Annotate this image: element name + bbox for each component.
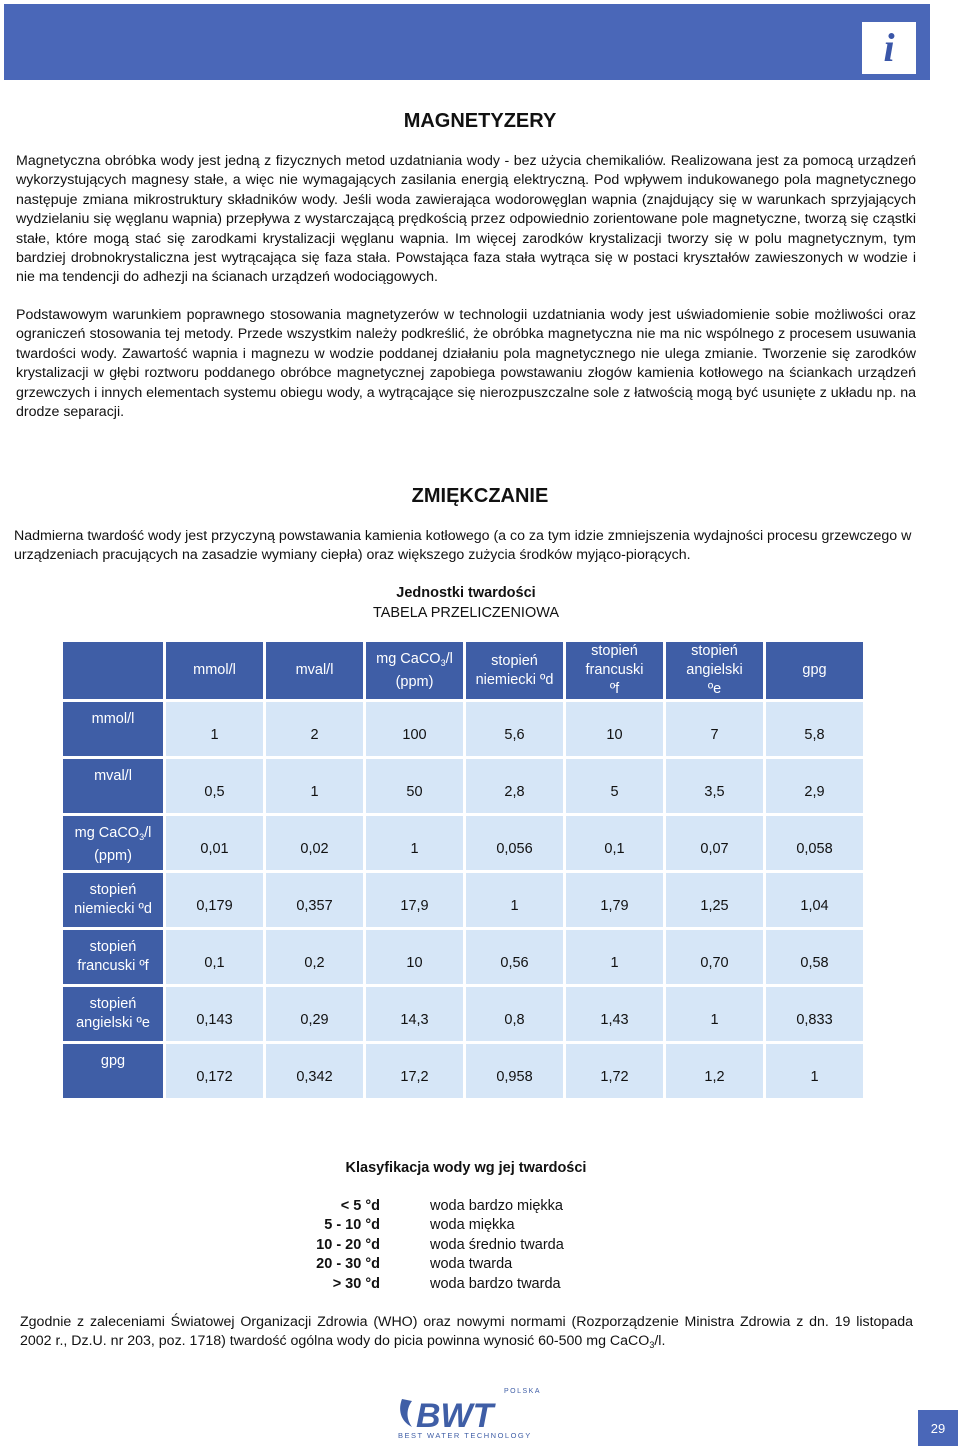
row-header-niemiecki: stopień niemiecki ºd (63, 873, 163, 927)
table-cell: 0,058 (766, 816, 863, 870)
col-header-niemiecki: stopień niemiecki ºd (466, 642, 563, 699)
table-cell: 17,9 (366, 873, 463, 927)
table-row (63, 816, 863, 870)
table-cell: 1 (266, 759, 363, 813)
zmiekczanie-paragraph: Nadmierna twardość wody jest przyczyną powstawania kamienia kotłowego (a co za tym idzie zmniejszenia wydajności procesu grzewczego w urządzeniach pracujących na zasadzie wymiany ciepła) oraz większego zużycia środków myjąco-piorących. (14, 528, 912, 564)
hardness-desc: woda bardzo twarda (430, 1275, 561, 1292)
table-cell: 7 (666, 702, 763, 756)
magnetyzery-paragraph-2: Podstawowym warunkiem poprawnego stosowania magnetyzerów w technologii uzdatniania wody jest uświadomienie sobie możliwości oraz ograniczeń stosowania tej metody. Przede wszystkim należy podkreślić, że obróbka magnetyczna nie ma nic wspólnego z procesem usuwania twardości wody. Zawartość wapnia i magnezu w wodzie poddanej działaniu pola magnetycznego nie ulega zmianie. Tworzenie się zarodków krystalizacji w głębi roztworu poddanego obróbce magnetycznej zapobiega powstawaniu złogów kamienia kotłowego na ściankach urządzeń grzewczych i innych elementach systemu obiegu wody, a wytrącające się nierozpuszczalne sole z łatwością mogą być usunięte z układu np. na drodze separacji. (16, 307, 916, 421)
table-cell: 0,958 (466, 1044, 563, 1098)
conversion-table (60, 639, 866, 1101)
table-cell: 17,2 (366, 1044, 463, 1098)
hardness-desc: woda średnio twarda (430, 1236, 564, 1253)
table-cell: 50 (366, 759, 463, 813)
hardness-range: < 5 °d (340, 1198, 380, 1214)
table-cell: 2,8 (466, 759, 563, 813)
table-cell: 10 (366, 930, 463, 984)
table-cell: 0,5 (166, 759, 263, 813)
col-header-mval: mval/l (266, 642, 363, 699)
top-banner (4, 4, 930, 80)
table-cell: 5,8 (766, 702, 863, 756)
row-header-mval: mval/l (63, 759, 163, 813)
table-cell: 0,179 (166, 873, 263, 927)
table-cell: 1,43 (566, 987, 663, 1041)
table-cell: 1,79 (566, 873, 663, 927)
table-cell: 0,1 (566, 816, 663, 870)
table-cell: 1 (566, 930, 663, 984)
table-cell: 0,02 (266, 816, 363, 870)
table-cell: 0,01 (166, 816, 263, 870)
table-cell: 0,143 (166, 987, 263, 1041)
row-header-francuski: stopień francuski ºf (63, 930, 163, 984)
table-cell: 0,56 (466, 930, 563, 984)
col-header-gpg: gpg (766, 642, 863, 699)
table-cell: 1 (166, 702, 263, 756)
list-item (0, 1217, 960, 1236)
table-row (63, 759, 863, 813)
col-header-francuski: stopień francuski ºf (566, 642, 663, 699)
who-note: Zgodnie z zaleceniami Światowej Organizacji Zdrowia (WHO) oraz nowymi normami (Rozporządzenie Ministra Zdrowia z dn. 19 listopada 2002 r., Dz.U. nr 203, poz. 1718) twardość ogólna wody do picia powinna wynosić 60-500 mg CaCO$_3$/l. (20, 1314, 913, 1351)
table-row (63, 930, 863, 984)
table-row (63, 987, 863, 1041)
col-header-caco3: mg CaCO$_3$/l (ppm) (366, 642, 463, 699)
table-subtitle: TABELA PRZELICZENIOWA (372, 605, 560, 621)
list-item (0, 1198, 960, 1217)
table-header-row (63, 642, 863, 699)
info-icon: i (862, 22, 916, 74)
table-cell: 1 (666, 987, 763, 1041)
table-cell: 0,58 (766, 930, 863, 984)
table-cell: 100 (366, 702, 463, 756)
table-cell: 1,72 (566, 1044, 663, 1098)
table-cell: 1,2 (666, 1044, 763, 1098)
table-cell: 1 (766, 1044, 863, 1098)
hardness-range: 10 - 20 °d (316, 1236, 380, 1253)
logo-name: BWT (416, 1397, 494, 1435)
table-cell: 0,70 (666, 930, 763, 984)
table-cell: 5 (566, 759, 663, 813)
col-header-angielski: stopień angielski ºe (666, 642, 763, 699)
magnetyzery-paragraph-1: Magnetyczna obróbka wody jest jedną z fizycznych metod uzdatniania wody - bez użycia chemikaliów. Realizowana jest za pomocą urządzeń wykorzystujących magnesy stałe, a więc nie wymagających zasilania energią elektryczną. Pod wpływem indukowanego pola magnetycznego następuje zmiana mikrostruktury składników wody. Jeśli woda zawierająca wodorowęglan wapnia (znajdujący się w warunkach sprzyjających wydzielaniu się węglanu wapnia) przepływa z wystarczającą prędkością przez odpowiednio zorientowane pole magnetyczne, tworzą się cząstki stałe, które mogą stać się zarodkami krystalizacji węglanu wapnia. Im więcej zarodków krystalizacji tworzy się w polu magnetycznym, tym bardziej drobnokrystaliczna jest wytrącająca się faza stała. Powstająca faza stała wytrąca się w postaci kryształów zawieszonych w wodzie i nie ma tendencji do adhezji na ścianach urządzeń wodociągowych. (16, 153, 916, 286)
row-header-caco3: mg CaCO$_3$/l (ppm) (63, 816, 163, 870)
table-cell: 0,2 (266, 930, 363, 984)
water-drop-icon (400, 1399, 412, 1427)
table-cell: 0,29 (266, 987, 363, 1041)
row-header-mmol: mmol/l (63, 702, 163, 756)
table-cell: 0,056 (466, 816, 563, 870)
table-cell: 0,07 (666, 816, 763, 870)
logo-tagline: BEST WATER TECHNOLOGY (398, 1431, 532, 1440)
table-corner (63, 642, 163, 699)
hardness-range: 20 - 30 °d (316, 1256, 380, 1273)
table-cell: 1,25 (666, 873, 763, 927)
table-cell: 0,342 (266, 1044, 363, 1098)
table-row (63, 873, 863, 927)
hardness-desc: woda miękka (430, 1217, 515, 1234)
section-title-zmiekczanie: ZMIĘKCZANIE (411, 485, 549, 507)
section-title-magnetyzery: MAGNETYZERY (403, 110, 557, 132)
row-header-angielski: stopień angielski ºe (63, 987, 163, 1041)
hardness-range: 5 - 10 °d (324, 1217, 380, 1234)
col-header-mmol: mmol/l (166, 642, 263, 699)
row-header-gpg: gpg (63, 1044, 163, 1098)
bwt-logo-graphic (396, 1385, 542, 1441)
page-number: 29 (918, 1410, 958, 1446)
table-cell: 14,3 (366, 987, 463, 1041)
table-cell: 0,8 (466, 987, 563, 1041)
table-cell: 0,357 (266, 873, 363, 927)
table-cell: 2,9 (766, 759, 863, 813)
hardness-desc: woda twarda (430, 1256, 513, 1273)
table-cell: 1,04 (766, 873, 863, 927)
table-cell: 3,5 (666, 759, 763, 813)
table-title: Jednostki twardości (396, 585, 536, 601)
table-cell: 5,6 (466, 702, 563, 756)
table-cell: 0,1 (166, 930, 263, 984)
hardness-range: > 30 °d (332, 1275, 380, 1292)
table-cell: 1 (366, 816, 463, 870)
table-cell: 2 (266, 702, 363, 756)
list-item (0, 1276, 960, 1295)
table-row (63, 1044, 863, 1098)
list-item (0, 1237, 960, 1256)
hardness-desc: woda bardzo miękka (430, 1198, 563, 1214)
classification-list (0, 1198, 960, 1295)
table-row (63, 702, 863, 756)
table-cell: 0,172 (166, 1044, 263, 1098)
table-cell: 0,833 (766, 987, 863, 1041)
list-item (0, 1256, 960, 1275)
logo-country: POLSKA (504, 1388, 542, 1395)
bwt-logo (396, 1385, 542, 1441)
classification-title: Klasyfikacja wody wg jej twardości (345, 1160, 587, 1176)
table-cell: 10 (566, 702, 663, 756)
table-cell: 1 (466, 873, 563, 927)
